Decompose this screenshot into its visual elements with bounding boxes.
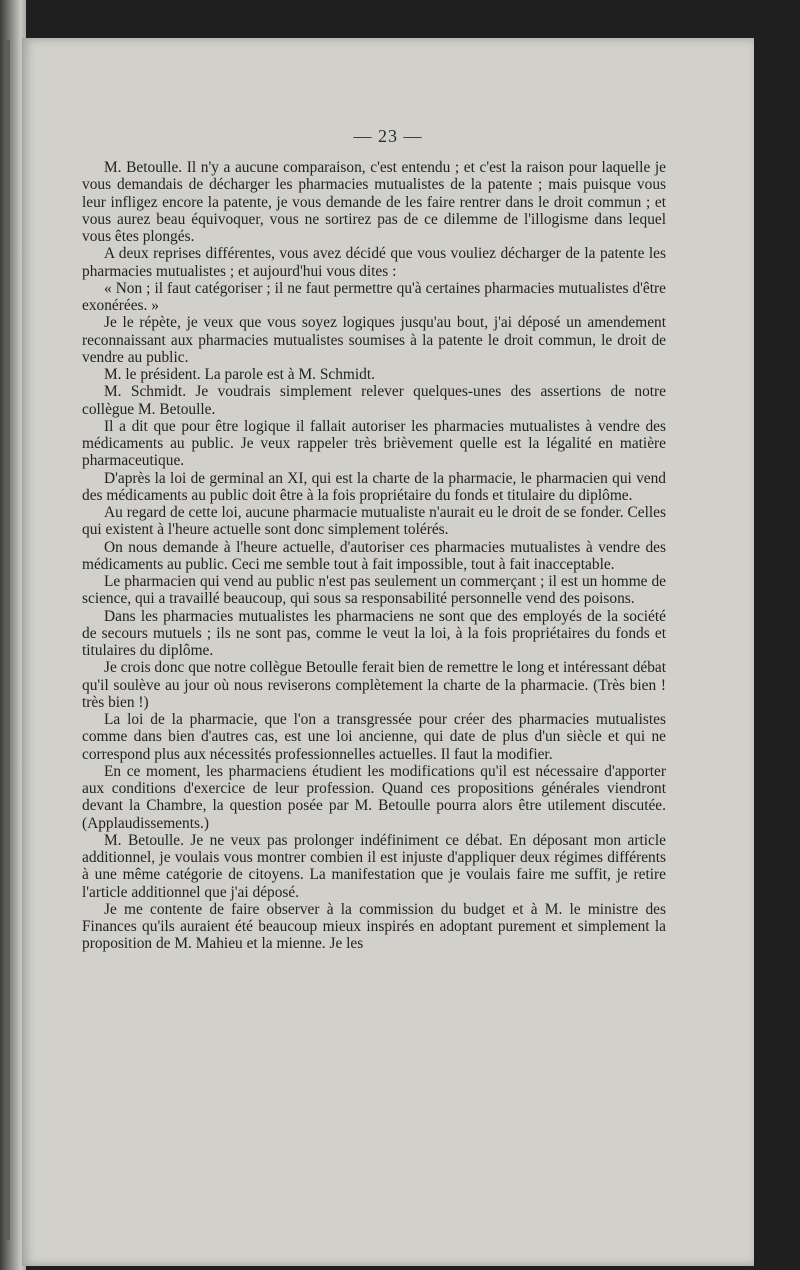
paragraph: Le pharmacien qui vend au public n'est pas seulement un commerçant ; il est un homme de science, qui a travaillé beaucoup, qui sous sa responsabilité personnelle vend des poisons.: [82, 573, 666, 608]
paragraph: D'après la loi de germinal an XI, qui est la charte de la pharmacie, le pharmacien qui vend des médicaments au public doit être à la fois propriétaire du fonds et titulaire du diplôme.: [82, 469, 666, 504]
paragraph: « Non ; il faut catégoriser ; il ne faut permettre qu'à certaines pharmacies mutualistes d'être exonérées. »: [82, 279, 666, 314]
paragraph: Dans les pharmacies mutualistes les pharmaciens ne sont que des employés de la société de secours mutuels ; ils ne sont pas, comme le veut la loi, à la fois propriétaires du fonds et titulaires du diplôme.: [82, 607, 666, 659]
paragraph: M. Schmidt. Je voudrais simplement relever quelques-unes des assertions de notre collègue M. Betoulle.: [82, 383, 666, 418]
paragraph: La loi de la pharmacie, que l'on a transgressée pour créer des pharmacies mutualistes comme dans bien d'autres cas, est une loi ancienne, qui date de plus d'un siècle et qui ne correspond plus aux nécessités professionnelles actuelles. Il faut la modifier.: [82, 711, 666, 763]
paragraph: Je me contente de faire observer à la commission du budget et à M. le ministre des Finances qu'ils auraient été beaucoup mieux inspirés en adoptant purement et simplement la proposition de M. Mahieu et la mienne. Je les: [82, 900, 666, 953]
paragraph: M. le président. La parole est à M. Schmidt.: [104, 366, 375, 383]
document-page: [22, 38, 754, 1266]
paragraph: A deux reprises différentes, vous avez décidé que vous vouliez décharger de la patente les pharmacies mutualistes ; et aujourd'hui vous dites :: [82, 245, 666, 280]
paragraph: M. Betoulle. Je ne veux pas prolonger indéfiniment ce débat. En déposant mon article additionnel, je voulais vous montrer combien il est injuste d'appliquer deux régimes différents à une même catégorie de citoyens. La manifestation que je voulais faire me suffit, je retire l'article additionnel que j'ai déposé.: [82, 831, 666, 901]
paragraph: En ce moment, les pharmaciens étudient les modifications qu'il est nécessaire d'apporter aux conditions d'exercice de leur profession. Quand ces propositions générales viendront devant la Chambre, la question posée par M. Betoulle pourra alors être utilement discutée. (Applaudissements.): [82, 762, 666, 832]
paragraph: Au regard de cette loi, aucune pharmacie mutualiste n'aurait eu le droit de se fonder. Celles qui existent à l'heure actuelle sont donc simplement tolérés.: [82, 504, 666, 539]
paragraph: Je crois donc que notre collègue Betoulle ferait bien de remettre le long et intéressant débat qu'il soulève au jour où nous reviserons complètement la charte de la pharmacie. (Très bien ! très bien !): [82, 659, 666, 711]
paragraph: Je le répète, je veux que vous soyez logiques jusqu'au bout, j'ai déposé un amendement reconnaissant aux pharmacies mutualistes soumises à la patente le droit commun, le droit de vendre au public.: [82, 314, 666, 366]
page-number: — 23 —: [353, 126, 423, 146]
paragraph: On nous demande à l'heure actuelle, d'autoriser ces pharmacies mutualistes à vendre des médicaments au public. Ceci me semble tout à fait impossible, tout à fait inacceptable.: [82, 538, 666, 573]
paragraph: Il a dit que pour être logique il fallait autoriser les pharmacies mutualistes à vendre des médicaments au public. Je veux rappeler très brièvement quelle est la légalité en matière pharmaceutique.: [82, 417, 666, 470]
binding-shadow: [6, 40, 10, 1240]
paragraph: M. Betoulle. Il n'y a aucune comparaison, c'est entendu ; et c'est la raison pour laquelle je vous demandais de décharger les pharmacies mutualistes de la patente ; mais puisque vous leur infligez encore la patente, je vous demande de les faire rentrer dans le droit commun ; et vous aurez beau équivoquer, vous ne sortirez pas de ce dilemme de l'illogisme dans lequel vous êtes plongés.: [82, 159, 666, 245]
body-text: [82, 159, 666, 953]
